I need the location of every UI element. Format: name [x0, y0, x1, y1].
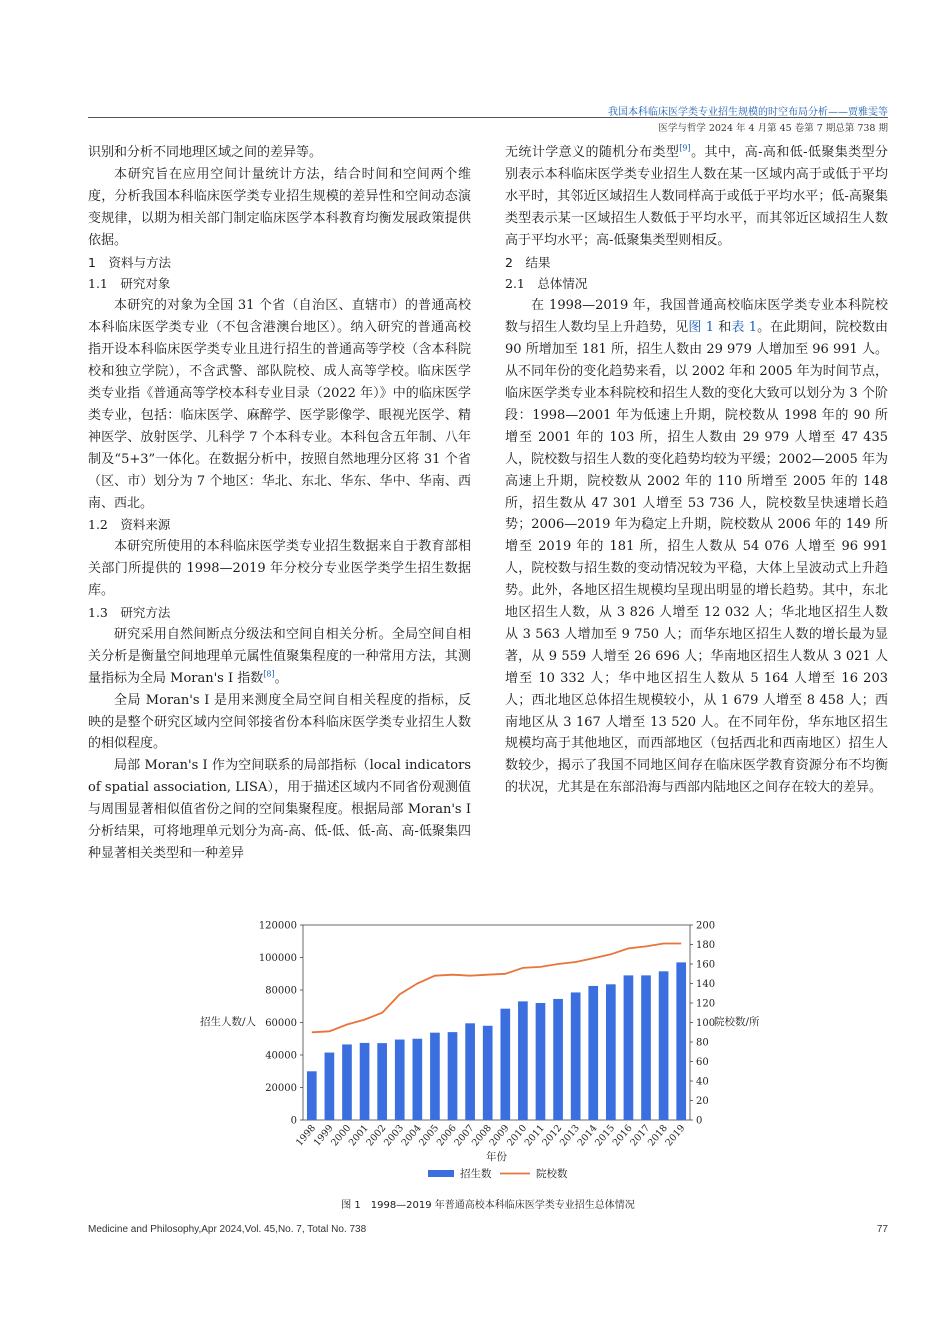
paragraph-text: 研究采用自然间断点分级法和空间自相关分析。全局空间自相关分析是衡量空间地理单元属性值聚集程度的一种常用方法，其测量指标为全局 Moran's I 指数 [88, 626, 471, 686]
left-tick-label: 60000 [265, 1018, 297, 1029]
x-tick-label: 2019 [663, 1122, 688, 1149]
subsection-heading: 1.3 研究方法 [88, 605, 171, 621]
x-tick-label: 2017 [628, 1122, 653, 1149]
bar-enrollment [641, 975, 651, 1120]
header-rule [88, 117, 888, 118]
right-tick-label: 40 [696, 1076, 709, 1088]
bar-enrollment [624, 975, 634, 1120]
left-tick-label: 120000 [258, 920, 297, 932]
figure-caption: 图 1 1998—2019 年普通高校本科临床医学类专业招生总体情况 [341, 1200, 635, 1211]
punctuation: 。 [274, 670, 288, 686]
left-tick-label: 80000 [265, 985, 297, 997]
right-tick-label: 120 [696, 998, 716, 1010]
bar-enrollment [342, 1044, 352, 1120]
left-tick-label: 20000 [265, 1083, 297, 1094]
bar-enrollment [659, 971, 669, 1120]
bar-enrollment [430, 1033, 440, 1120]
x-tick-label: 2001 [346, 1122, 371, 1149]
citation-link[interactable]: [8] [263, 669, 275, 679]
paragraph-text: 。在此期间，院校数由 90 所增加至 181 所，招生人数由 29 979 人增加至 96 991 人。从不同年份的变化趋势来看，以 2002 年和 2005 年为时间节点，临床医学类专业本科院校和招生人数的变化大致可以划分为 3 个阶段：1998—2001 年为低速上升期，院校数从 1998 年的 90 所增至 2001 年的 103 所，招生人数由 29 979 人增至 47 435 人，院校数与招生人数的变化趋势均较为平缓；2002—2005 年为高速上升期，院校数从 2002 年的 110 所增至 2005 年的 148 所，招生数从 47 301 人增至 53 736 人，院校数呈快速增长趋势；2006—2019 年为稳定上升期，院校数从 2006 年的 149 所增至 2019 年的 181 所，招生人数从 54 076 人增至 96 991 人，院校数与招生数的变动情况较为平稳，大体上呈波动式上升趋势。此外，各地区招生规模均呈现出明显的增长趋势。其中，东北地区招生人数，从 3 826 人增至 12 032 人；华北地区招生人数从 3 563 人增加至 9 750 人；而华东地区招生人数的增长最为显著，从 9 559 人增至 26 696 人；华南地区招生人数从 3 021 人增至 10 332 人；华中地区招生人数从 5 164 人增至 16 203 人；西北地区总体招生规模较小，从 1 679 人增至 8 458 人；西南地区从 3 167 人增至 13 520 人。在不同年份，华东地区招生规模均高于其他地区，而西部地区（包括西北和西南地区）招生人数较少，揭示了我国不同地区间存在临床医学教育资源分布不均衡的状况，尤其是在东部沿海与西部内陆地区之间存在较大的差异。 [505, 320, 888, 796]
x-axis-title: 年份 [486, 1151, 507, 1163]
left-column [88, 142, 471, 865]
right-tick-label: 140 [696, 979, 716, 990]
paragraph: 识别和分析不同地理区域之间的差异等。 [88, 145, 323, 160]
bar-enrollment [307, 1071, 317, 1120]
right-tick-label: 100 [696, 1018, 716, 1029]
paragraph: 本研究旨在应用空间计量统计方法，结合时间和空间两个维度，分析我国本科临床医学类专业招生规模的差异性和空间动态演变规律，以期为相关部门制定临床医学本科教育均衡发展政策提供依据。 [88, 166, 471, 248]
y-axis-left-title: 招生人数/人 [200, 1016, 257, 1028]
x-tick-label: 2014 [575, 1122, 600, 1149]
x-tick-label: 2010 [505, 1122, 530, 1149]
paragraph [88, 624, 471, 690]
paragraph-text: 在 1998—2019 年，我国普通高校临床医学类专业本科院校数与招生人数均呈上升趋势，见 [505, 298, 888, 336]
paragraph [505, 142, 888, 252]
bar-enrollment [325, 1053, 335, 1120]
paragraph-text: 。其中，高-高和低-低聚集类型分别表示本科临床医学类专业招生人数在某一区域内高于或低于平均水平时，其邻近区域招生人数同样高于或低于平均水平；低-高聚集类型表示某一区域招生人数低于平均水平，而其邻近区域招生人数高于平均水平；高-低聚集类型则相反。 [505, 145, 888, 248]
bar-enrollment [571, 992, 581, 1120]
section-heading: 2 结果 [505, 254, 551, 270]
bar-enrollment [588, 986, 598, 1120]
left-tick-label: 40000 [265, 1050, 297, 1062]
bar-enrollment [536, 1003, 546, 1120]
right-tick-label: 80 [696, 1037, 709, 1049]
paragraph: 全局 Moran's I 是用来测度全局空间自相关程度的指标，反映的是整个研究区域内空间邻接省份本科临床医学类专业招生人数的相似程度。 [88, 692, 471, 752]
right-tick-label: 60 [696, 1057, 709, 1068]
x-tick-label: 1999 [311, 1122, 336, 1149]
x-tick-label: 2013 [557, 1122, 582, 1149]
left-tick-label: 0 [290, 1115, 297, 1127]
journal-info: 医学与哲学 2024 年 4 月第 45 卷第 7 期总第 738 期 [658, 123, 888, 134]
running-title: 我国本科临床医学类专业招生规模的时空布局分析——贾雅雯等 [608, 107, 888, 118]
bar-enrollment [606, 984, 616, 1120]
page-number: 77 [876, 1224, 888, 1235]
bar-enrollment [395, 1040, 405, 1120]
citation-link[interactable]: [9] [679, 143, 691, 153]
right-tick-label: 180 [696, 940, 716, 951]
paragraph-text: 和 [714, 320, 732, 336]
legend-bar-label: 招生数 [460, 1168, 492, 1180]
subsection-heading: 1.2 资料来源 [88, 517, 171, 533]
bar-enrollment [360, 1043, 370, 1120]
subsection-heading: 1.1 研究对象 [88, 276, 171, 292]
paragraph [505, 295, 888, 799]
legend-bar-swatch [428, 1170, 454, 1177]
figure-1-chart [200, 920, 800, 1190]
bar-enrollment [676, 962, 686, 1120]
right-tick-label: 160 [696, 959, 716, 971]
table-link[interactable]: 表 1 [731, 320, 757, 336]
bar-enrollment [413, 1039, 423, 1120]
y-axis-right-title: 院校数/所 [714, 1016, 760, 1028]
x-tick-label: 2007 [452, 1122, 477, 1149]
bar-enrollment [553, 999, 563, 1120]
left-tick-label: 100000 [258, 953, 297, 964]
paragraph-text: 无统计学意义的随机分布类型 [505, 145, 680, 160]
right-column [505, 142, 888, 799]
bar-enrollment [448, 1032, 458, 1120]
bar-enrollment [500, 1009, 510, 1120]
x-tick-label: 2012 [540, 1122, 565, 1149]
bar-enrollment [518, 1001, 528, 1120]
paragraph: 本研究所使用的本科临床医学类专业招生数据来自于教育部相关部门所提供的 1998—2019 年分校分专业医学类学生招生数据库。 [88, 539, 471, 599]
x-tick-label: 2016 [610, 1122, 635, 1149]
x-tick-label: 2005 [417, 1122, 442, 1149]
x-tick-label: 2003 [382, 1122, 407, 1149]
paragraph: 本研究的对象为全国 31 个省（自治区、直辖市）的普通高校本科临床医学类专业（不包含港澳台地区）。纳入研究的普通高校指开设本科临床医学类专业且进行招生的普通高等学校（含本科院校和独立学院），不含武警、部队院校、成人高等学校。临床医学类专业指《普通高等学校本科专业目录（2022 年）》中的临床医学类专业，包括：临床医学、麻醉学、医学影像学、眼视光医学、精神医学、放射医学、儿科学 7 个本科专业。本科包含五年制、八年制及“5+3”一体化。在数据分析中，按照自然地理分区将 31 个省（区、市）划分为 7 个地区：华北、东北、华东、华中、华南、西南、西北。 [88, 298, 471, 511]
x-tick-label: 2004 [399, 1122, 424, 1149]
x-tick-label: 2018 [645, 1122, 670, 1149]
right-tick-label: 0 [696, 1115, 703, 1127]
x-tick-label: 2011 [522, 1122, 547, 1149]
right-tick-label: 20 [696, 1096, 709, 1107]
x-tick-label: 2002 [364, 1122, 389, 1149]
paragraph: 局部 Moran's I 作为空间联系的局部指标（local indicators of spatial association, LISA），用于描述区域内不同省份观测值与周围显著相似值省份之间的空间集聚程度。根据局部 Moran's I 分析结果，可将地理单元划分为高-高、低-低、低-高、高-低聚集四种显著相关类型和一种差异 [88, 758, 471, 861]
figure-link[interactable]: 图 1 [688, 320, 715, 336]
x-tick-label: 2009 [487, 1122, 512, 1149]
legend-line-label: 院校数 [536, 1168, 568, 1180]
x-tick-label: 2006 [434, 1122, 459, 1149]
section-heading: 1 资料与方法 [88, 254, 171, 270]
bar-enrollment [377, 1043, 387, 1120]
x-tick-label: 2015 [593, 1122, 618, 1149]
x-tick-label: 2008 [470, 1122, 495, 1149]
x-tick-label: 2000 [329, 1122, 354, 1149]
bar-enrollment [483, 1026, 493, 1120]
footer-citation: Medicine and Philosophy,Apr 2024,Vol. 45,No. 7, Total No. 738 [88, 1224, 367, 1235]
right-tick-label: 200 [696, 920, 716, 932]
subsection-heading: 2.1 总体情况 [505, 276, 588, 292]
bar-enrollment [465, 1023, 475, 1120]
x-tick-label: 1998 [294, 1122, 319, 1149]
